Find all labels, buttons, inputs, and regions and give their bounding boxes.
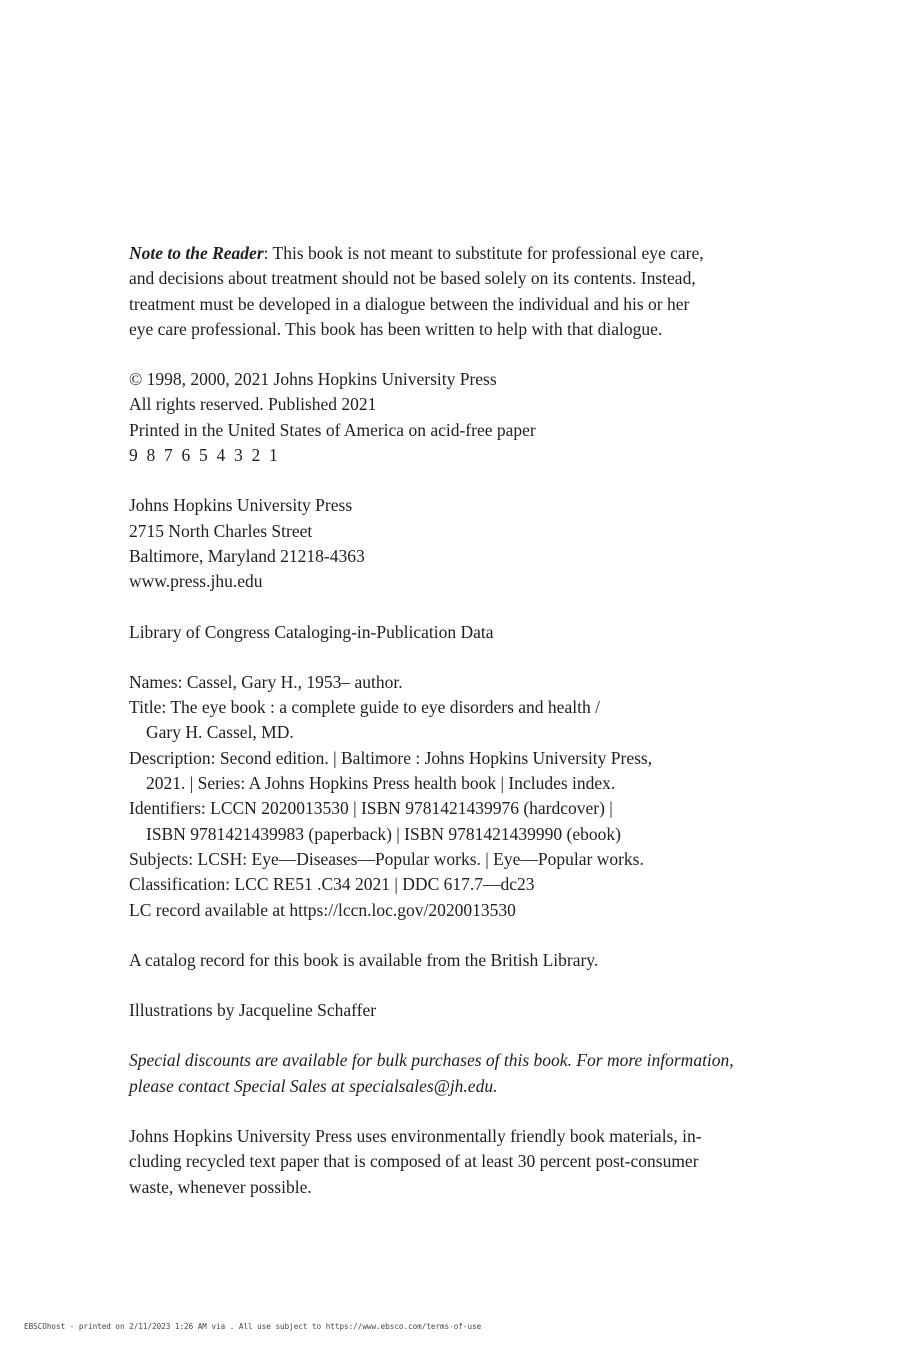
cip-line: 2021. | Series: A Johns Hopkins Press health book | Includes index. <box>146 773 616 794</box>
cip-line: Classification: LCC RE51 .C34 2021 | DDC 617.7—dc23 <box>129 874 535 895</box>
copyright-notice: © 1998, 2000, 2021 Johns Hopkins University Press <box>129 369 497 390</box>
copyright-page <box>129 241 769 1225</box>
publisher-website: www.press.jhu.edu <box>129 571 263 592</box>
note-line-4: eye care professional. This book has been written to help with that dialogue. <box>129 318 663 339</box>
environment-line-3: waste, whenever possible. <box>129 1176 312 1197</box>
cip-heading-text: Library of Congress Cataloging-in-Publication Data <box>129 621 494 642</box>
cip-heading <box>129 620 769 645</box>
environment-note <box>129 1124 769 1200</box>
illustrations-text: Illustrations by Jacqueline Schaffer <box>129 1000 377 1021</box>
illustrations-credit <box>129 998 769 1023</box>
special-discounts-line-2: please contact Special Sales at specialsales@jh.edu. <box>129 1075 498 1096</box>
ebsco-footer: EBSCOhost - printed on 2/11/2023 1:26 AM via . All use subject to https://www.ebsco.com/terms-of-use <box>24 1322 482 1331</box>
note-label: Note to the Reader <box>129 243 264 263</box>
city-state-zip: Baltimore, Maryland 21218-4363 <box>129 545 365 566</box>
printed-in: Printed in the United States of America on acid-free paper <box>129 419 536 440</box>
note-line-3: treatment must be developed in a dialogue between the individual and his or her <box>129 293 690 314</box>
cip-line: Gary H. Cassel, MD. <box>146 722 294 743</box>
cip-line: ISBN 9781421439983 (paperback) | ISBN 9781421439990 (ebook) <box>146 823 621 844</box>
note-to-reader <box>129 241 769 342</box>
cip-line: Identifiers: LCCN 2020013530 | ISBN 9781421439976 (hardcover) | <box>129 798 613 819</box>
note-line-1: Note to the Reader: This book is not meant to substitute for professional eye care, <box>129 243 704 263</box>
cip-line: LC record available at https://lccn.loc.gov/2020013530 <box>129 899 516 920</box>
cip-line: Title: The eye book : a complete guide to eye disorders and health / <box>129 697 600 718</box>
special-discounts-note <box>129 1048 769 1099</box>
british-library-text: A catalog record for this book is available from the British Library. <box>129 949 599 970</box>
environment-line-1: Johns Hopkins University Press uses environmentally friendly book materials, in- <box>129 1126 702 1147</box>
street-address: 2715 North Charles Street <box>129 520 313 541</box>
cip-line: Subjects: LCSH: Eye—Diseases—Popular works. | Eye—Popular works. <box>129 848 644 869</box>
publisher-name: Johns Hopkins University Press <box>129 495 353 516</box>
cip-record <box>129 670 769 923</box>
cip-line: Names: Cassel, Gary H., 1953– author. <box>129 671 403 692</box>
publisher-address <box>129 493 769 594</box>
copyright-block <box>129 367 769 468</box>
british-library-note <box>129 948 769 973</box>
rights-reserved: All rights reserved. Published 2021 <box>129 394 377 415</box>
printer-key: 9 8 7 6 5 4 3 2 1 <box>129 445 278 466</box>
special-discounts-line-1: Special discounts are available for bulk purchases of this book. For more information, <box>129 1050 734 1071</box>
cip-line: Description: Second edition. | Baltimore : Johns Hopkins University Press, <box>129 747 653 768</box>
environment-line-2: cluding recycled text paper that is composed of at least 30 percent post-consumer <box>129 1151 699 1172</box>
note-line-2: and decisions about treatment should not be based solely on its contents. Instead, <box>129 268 696 289</box>
